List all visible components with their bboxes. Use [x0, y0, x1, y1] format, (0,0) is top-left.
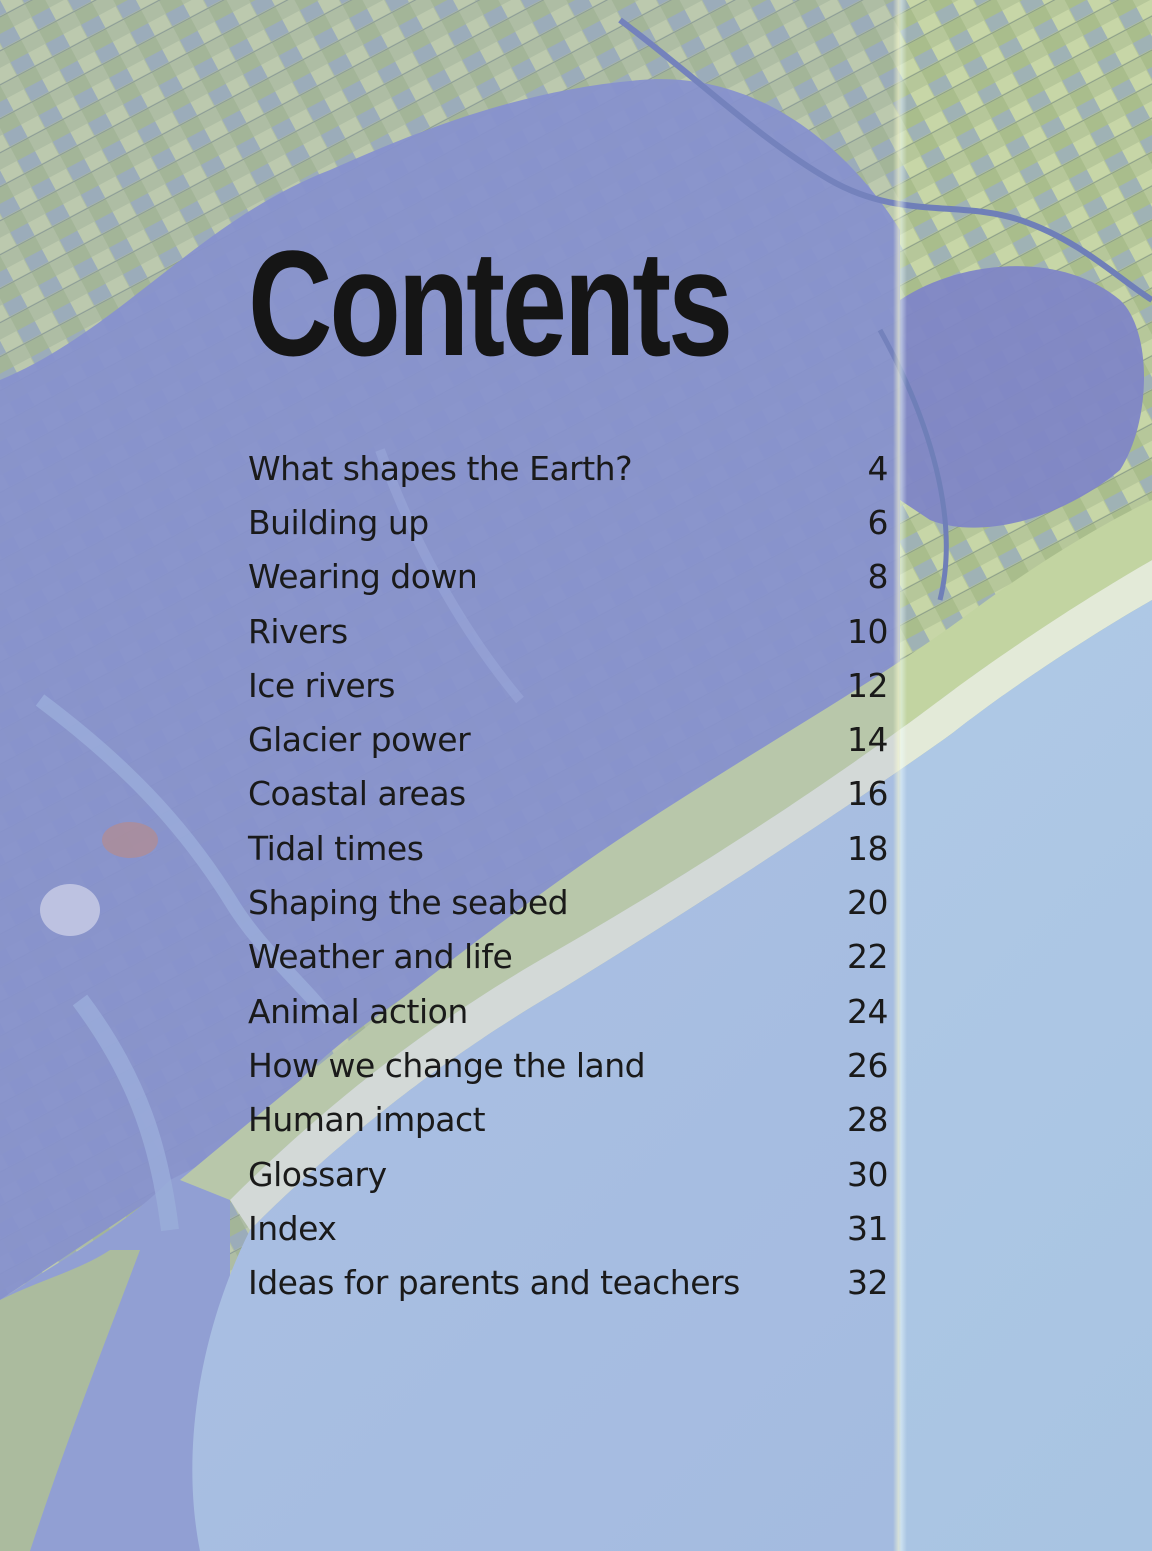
- toc-entry-page-number: 16: [847, 774, 888, 814]
- toc-entry: [248, 821, 888, 875]
- toc-entry-page-number: 26: [847, 1045, 888, 1085]
- toc-entry: [248, 1201, 888, 1255]
- toc-entry: [248, 441, 888, 495]
- toc-entry-title: Shaping the seabed: [248, 883, 569, 923]
- page-title: Contents: [248, 219, 731, 387]
- toc-entry-title: What shapes the Earth?: [248, 448, 633, 488]
- toc-entry: [248, 930, 888, 984]
- toc-entry-title: Human impact: [248, 1100, 486, 1140]
- page-fold-highlight: [893, 0, 907, 1551]
- toc-entry-page-number: 31: [847, 1208, 888, 1248]
- toc-entry: [248, 1038, 888, 1092]
- toc-entry-title: Weather and life: [248, 937, 513, 977]
- toc-entry-title: Animal action: [248, 991, 468, 1031]
- toc-entry-page-number: 14: [847, 720, 888, 760]
- toc-entry: [248, 875, 888, 929]
- toc-entry-title: Building up: [248, 502, 429, 542]
- toc-entry-title: Tidal times: [248, 828, 424, 868]
- toc-entry-page-number: 8: [867, 557, 888, 597]
- toc-entry-title: How we change the land: [248, 1045, 646, 1085]
- toc-entry: [248, 658, 888, 712]
- toc-entry: [248, 712, 888, 766]
- toc-entry-page-number: 18: [847, 828, 888, 868]
- toc-entry-title: Index: [248, 1208, 337, 1248]
- toc-entry-page-number: 32: [847, 1263, 888, 1303]
- toc-entry-title: Glossary: [248, 1154, 387, 1194]
- toc-entry: [248, 550, 888, 604]
- toc-entry: [248, 1093, 888, 1147]
- toc-entry-title: Rivers: [248, 611, 348, 651]
- toc-entry: [248, 495, 888, 549]
- toc-entry: [248, 1255, 888, 1309]
- table-of-contents: [248, 441, 888, 1310]
- toc-entry-page-number: 4: [867, 448, 888, 488]
- toc-entry: [248, 1147, 888, 1201]
- toc-entry-title: Ideas for parents and teachers: [248, 1263, 740, 1303]
- toc-entry-title: Ice rivers: [248, 665, 395, 705]
- toc-entry-page-number: 22: [847, 937, 888, 977]
- toc-entry-title: Coastal areas: [248, 774, 466, 814]
- toc-entry-page-number: 10: [847, 611, 888, 651]
- toc-entry-page-number: 6: [867, 502, 888, 542]
- toc-entry-page-number: 30: [847, 1154, 888, 1194]
- toc-entry-title: Wearing down: [248, 557, 478, 597]
- toc-entry-page-number: 12: [847, 665, 888, 705]
- toc-entry-page-number: 24: [847, 991, 888, 1031]
- toc-entry: [248, 604, 888, 658]
- toc-entry: [248, 767, 888, 821]
- toc-entry-page-number: 20: [847, 883, 888, 923]
- toc-entry-page-number: 28: [847, 1100, 888, 1140]
- toc-entry-title: Glacier power: [248, 720, 471, 760]
- toc-entry: [248, 984, 888, 1038]
